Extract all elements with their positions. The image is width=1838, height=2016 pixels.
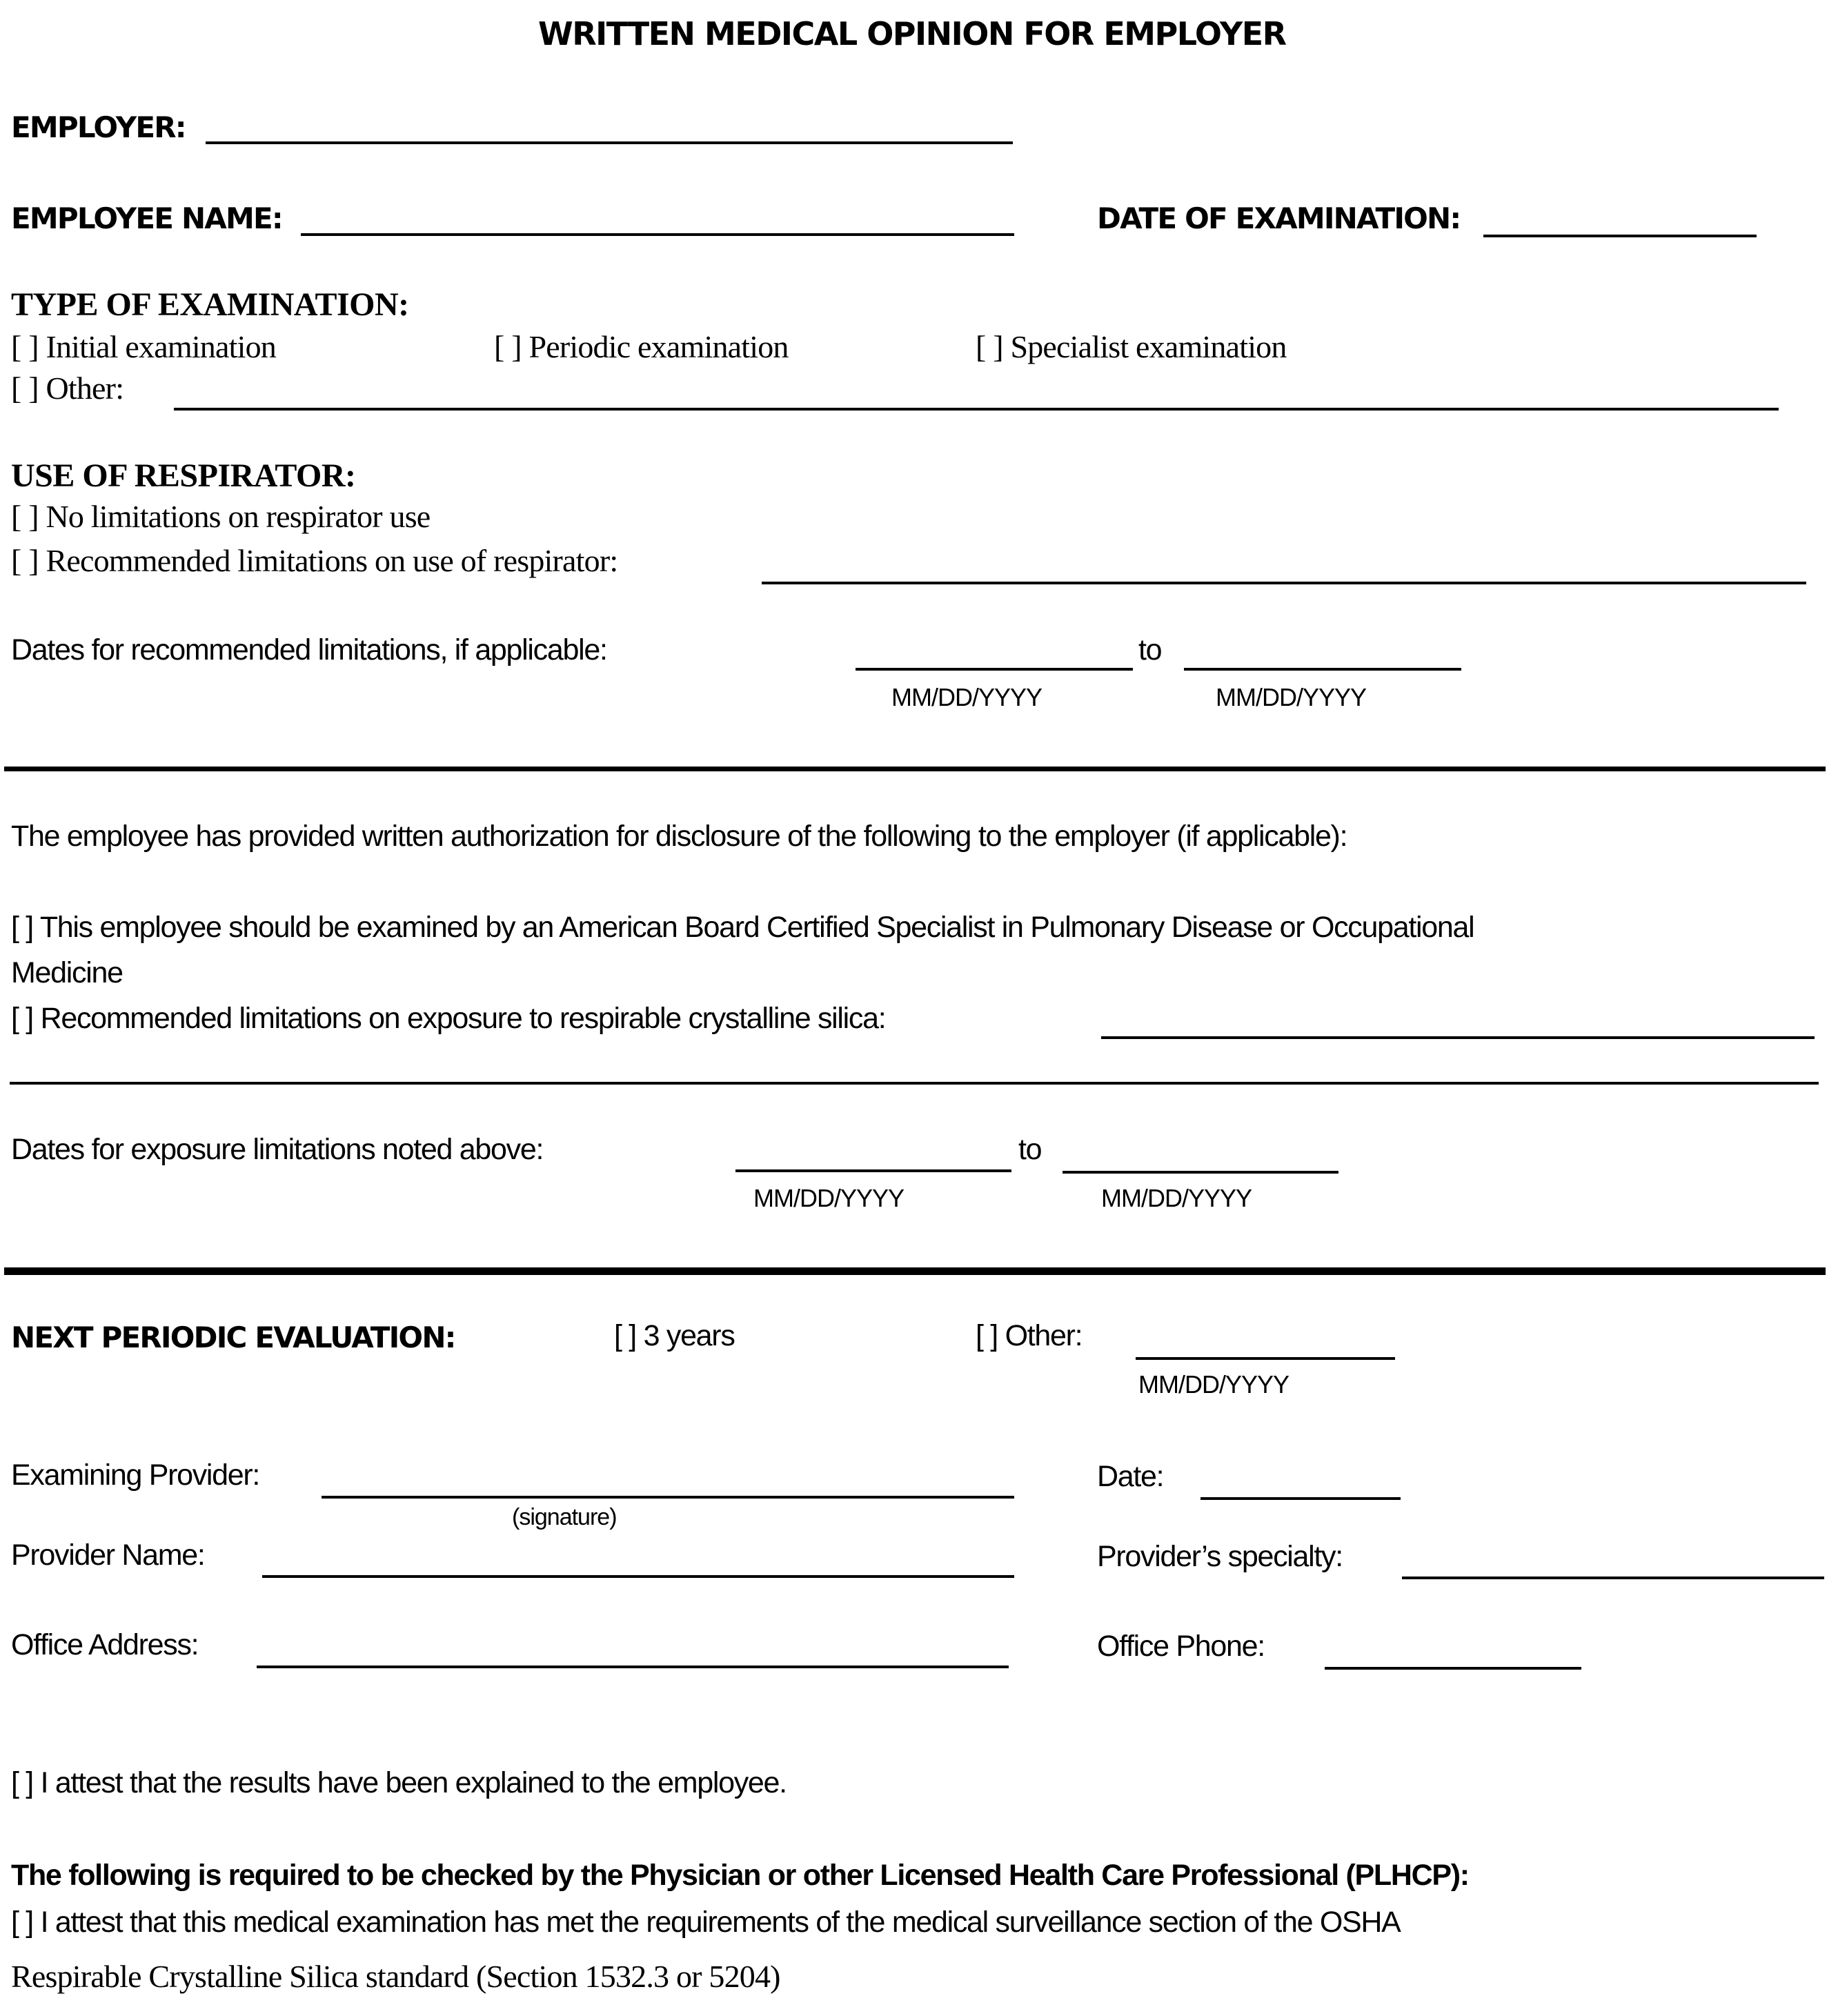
office-phone-field[interactable] [1325, 1667, 1581, 1670]
exposure-date-to-field[interactable] [1063, 1171, 1338, 1174]
checkbox-icon[interactable]: [ ] [976, 329, 1003, 364]
option-label: Recommended limitations on exposure to respirable crystalline silica: [40, 1002, 886, 1035]
option-label: 3 years [643, 1319, 735, 1352]
next-evaluation-other-field[interactable] [1136, 1357, 1395, 1360]
checkbox-icon[interactable]: [ ] [11, 329, 39, 364]
exposure-limitations-field[interactable] [1101, 1036, 1815, 1039]
date-label: Date: [1097, 1460, 1164, 1493]
option-label: I attest that this medical examination has met the requirements of the medical surveillance section of the OSHA [40, 1906, 1401, 1939]
checkbox-icon[interactable]: [ ] [976, 1319, 998, 1352]
checkbox-icon[interactable]: [ ] [11, 370, 39, 406]
examining-provider-signature-field[interactable] [322, 1496, 1014, 1499]
examining-provider-label: Examining Provider: [11, 1459, 260, 1492]
respirator-dates-label: Dates for recommended limitations, if applicable: [11, 633, 607, 666]
option-label: No limitations on respirator use [46, 499, 431, 534]
next-evaluation-date-format: MM/DD/YYYY [1138, 1370, 1289, 1399]
section-divider [4, 767, 1826, 771]
exposure-date-from-format: MM/DD/YYYY [753, 1184, 905, 1212]
provider-name-field[interactable] [262, 1575, 1014, 1578]
other-examination-field[interactable] [174, 408, 1779, 411]
provider-specialty-label: Provider’s specialty: [1097, 1540, 1343, 1573]
option-label: Other: [46, 370, 124, 406]
exposure-dates-label: Dates for exposure limitations noted above: [11, 1133, 544, 1166]
checkbox-icon[interactable]: [ ] [11, 543, 39, 578]
option-other-evaluation[interactable] [976, 1319, 1082, 1353]
option-periodic-examination[interactable] [494, 328, 789, 365]
exposure-limitations-field-line2[interactable] [10, 1082, 1819, 1085]
employee-name-label: EMPLOYEE NAME: [11, 201, 282, 235]
provider-date-field[interactable] [1200, 1497, 1401, 1500]
option-exposure-limitations[interactable] [11, 1002, 885, 1036]
checkbox-icon[interactable]: [ ] [11, 911, 33, 944]
option-label: Other: [1005, 1319, 1083, 1352]
provider-name-label: Provider Name: [11, 1539, 205, 1572]
option-label: Specialist examination [1010, 329, 1287, 364]
section-divider [4, 1267, 1826, 1275]
respirator-date-to-field[interactable] [1184, 668, 1461, 671]
office-address-label: Office Address: [11, 1628, 199, 1661]
provider-specialty-field[interactable] [1402, 1577, 1824, 1579]
exposure-dates-to: to [1018, 1133, 1042, 1166]
checkbox-icon[interactable]: [ ] [11, 1002, 33, 1035]
employer-field[interactable] [206, 141, 1013, 144]
option-no-limitations[interactable] [11, 498, 430, 535]
respirator-dates-to: to [1138, 633, 1162, 666]
respirator-limitations-field[interactable] [762, 582, 1806, 584]
checkbox-icon[interactable]: [ ] [614, 1319, 636, 1352]
respirator-date-to-format: MM/DD/YYYY [1216, 683, 1367, 711]
option-other-examination[interactable] [11, 370, 123, 406]
type-of-examination-heading: TYPE OF EXAMINATION: [11, 286, 409, 323]
checkbox-icon[interactable]: [ ] [11, 1906, 33, 1939]
option-label: Recommended limitations on use of respirator: [46, 543, 618, 578]
page-title: WRITTEN MEDICAL OPINION FOR EMPLOYER [538, 15, 1286, 52]
option-label: This employee should be examined by an American Board Certified Specialist in Pulmonary Disease or Occupational [39, 911, 1474, 944]
authorization-intro: The employee has provided written authorization for disclosure of the following to the employer (if applicable): [11, 820, 1347, 853]
date-of-examination-label: DATE OF EXAMINATION: [1097, 201, 1461, 235]
employee-name-field[interactable] [301, 233, 1014, 236]
option-specialist-examination[interactable] [976, 328, 1287, 365]
office-address-field[interactable] [257, 1666, 1009, 1668]
option-specialist-referral[interactable] [11, 911, 1474, 945]
use-of-respirator-heading: USE OF RESPIRATOR: [11, 457, 356, 494]
exposure-date-to-format: MM/DD/YYYY [1101, 1184, 1252, 1212]
option-label: I attest that the results have been explained to the employee. [40, 1766, 787, 1799]
checkbox-icon[interactable]: [ ] [11, 499, 39, 534]
next-evaluation-label: NEXT PERIODIC EVALUATION: [11, 1321, 455, 1354]
signature-caption: (signature) [512, 1504, 617, 1530]
option-3-years[interactable] [614, 1319, 735, 1353]
option-attest-osha[interactable] [11, 1906, 1401, 1939]
exposure-date-from-field[interactable] [735, 1169, 1011, 1172]
attest-osha-continued: Respirable Crystalline Silica standard (Section 1532.3 or 5204) [11, 1959, 780, 1994]
checkbox-icon[interactable]: [ ] [11, 1766, 33, 1799]
option-label: Initial examination [46, 329, 276, 364]
date-of-examination-field[interactable] [1483, 235, 1757, 237]
option-attest-explained[interactable] [11, 1766, 787, 1800]
specialist-referral-continued: Medicine [11, 956, 123, 989]
option-initial-examination[interactable] [11, 328, 276, 365]
checkbox-icon[interactable]: [ ] [494, 329, 522, 364]
respirator-date-from-field[interactable] [856, 668, 1133, 671]
respirator-date-from-format: MM/DD/YYYY [891, 683, 1042, 711]
office-phone-label: Office Phone: [1097, 1630, 1265, 1663]
plhcp-heading: The following is required to be checked by the Physician or other Licensed Health Care Professional (PLHCP): [11, 1859, 1469, 1892]
employer-label: EMPLOYER: [11, 110, 186, 144]
option-label: Periodic examination [528, 329, 789, 364]
option-recommended-respirator-limitations[interactable] [11, 542, 617, 579]
